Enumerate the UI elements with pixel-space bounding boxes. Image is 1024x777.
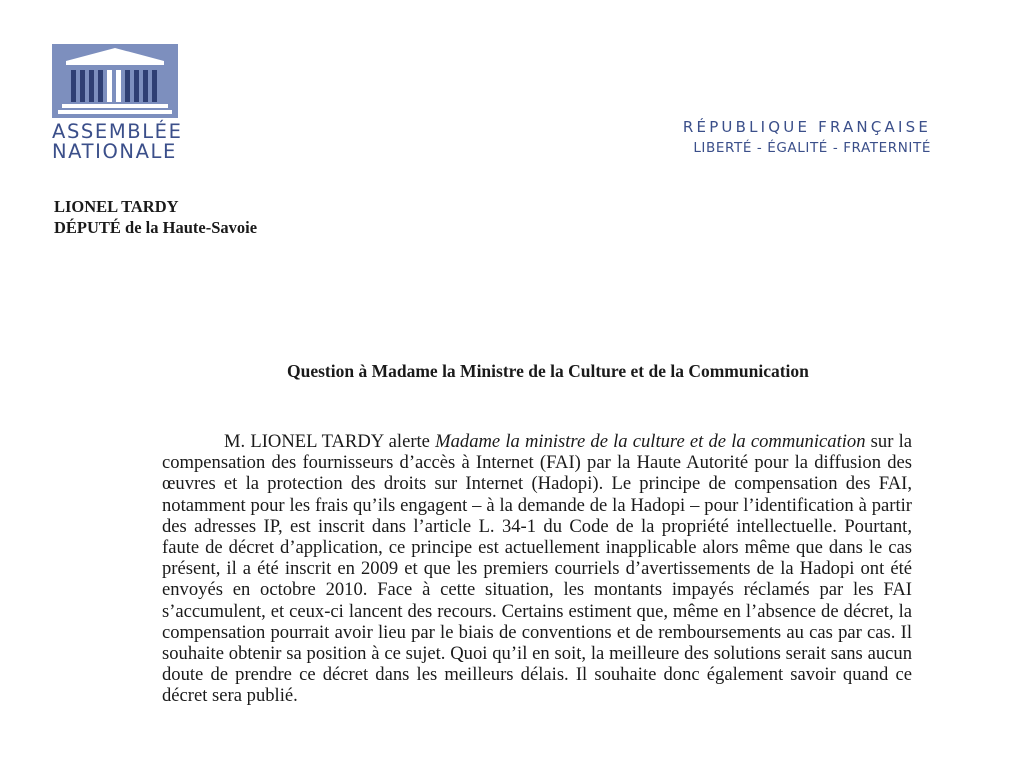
assemblee-nationale-building-icon [52, 44, 178, 118]
republic-header [683, 117, 931, 159]
assemblee-nationale-logo [52, 44, 182, 162]
question-body [162, 431, 912, 707]
logo-line-nationale: NATIONALE [52, 140, 177, 163]
body-lead: M. LIONEL TARDY alerte [224, 431, 436, 452]
body-addressee: Madame la ministre de la culture et de la communication [435, 431, 866, 452]
question-subject: Question à Madame la Ministre de la Culture et de la Communication [287, 361, 809, 381]
republic-motto: LIBERTÉ - ÉGALITÉ - FRATERNITÉ [693, 140, 931, 156]
body-text: sur la compensation des fournisseurs d’accès à Internet (FAI) par la Haute Autorité pour la diffusion des œuvres et la protection des droits sur Internet (Hadopi). Le principe de compensation des FAI, notamment pour les frais qu’ils engagent – à la demande de la Hadopi – pour l’identification à partir des adresses IP, est inscrit dans l’article L. 34-1 du Code de la propriété intellectuelle. Pourtant, faute de décret d’application, ce principe est actuellement inapplicable alors même que dans le cas présent, il a été inscrit en 2009 et que les premiers courriels d’avertissements de la Hadopi ont été envoyés en octobre 2010. Face à cette situation, les montants impayés réclamés par les FAI s’accumulent, et ceux-ci lancent des recours. Certains estiment que, même en l’absence de décret, la compensation pourrait avoir lieu par le biais de conventions et de remboursements au cas par cas. Il souhaite obtenir sa position à ce sujet. Quoi qu’il en soit, la meilleure des solutions serait sans aucun doute de prendre ce décret dans les meilleurs délais. Il souhaite donc également savoir quand ce décret sera publié. [162, 431, 912, 707]
republic-title: RÉPUBLIQUE FRANÇAISE [682, 118, 931, 136]
logo-line-assemblee: ASSEMBLÉE [52, 120, 183, 143]
author-block [54, 196, 257, 238]
author-title: DÉPUTÉ de la Haute-Savoie [54, 218, 258, 237]
author-name: LIONEL TARDY [54, 197, 179, 216]
